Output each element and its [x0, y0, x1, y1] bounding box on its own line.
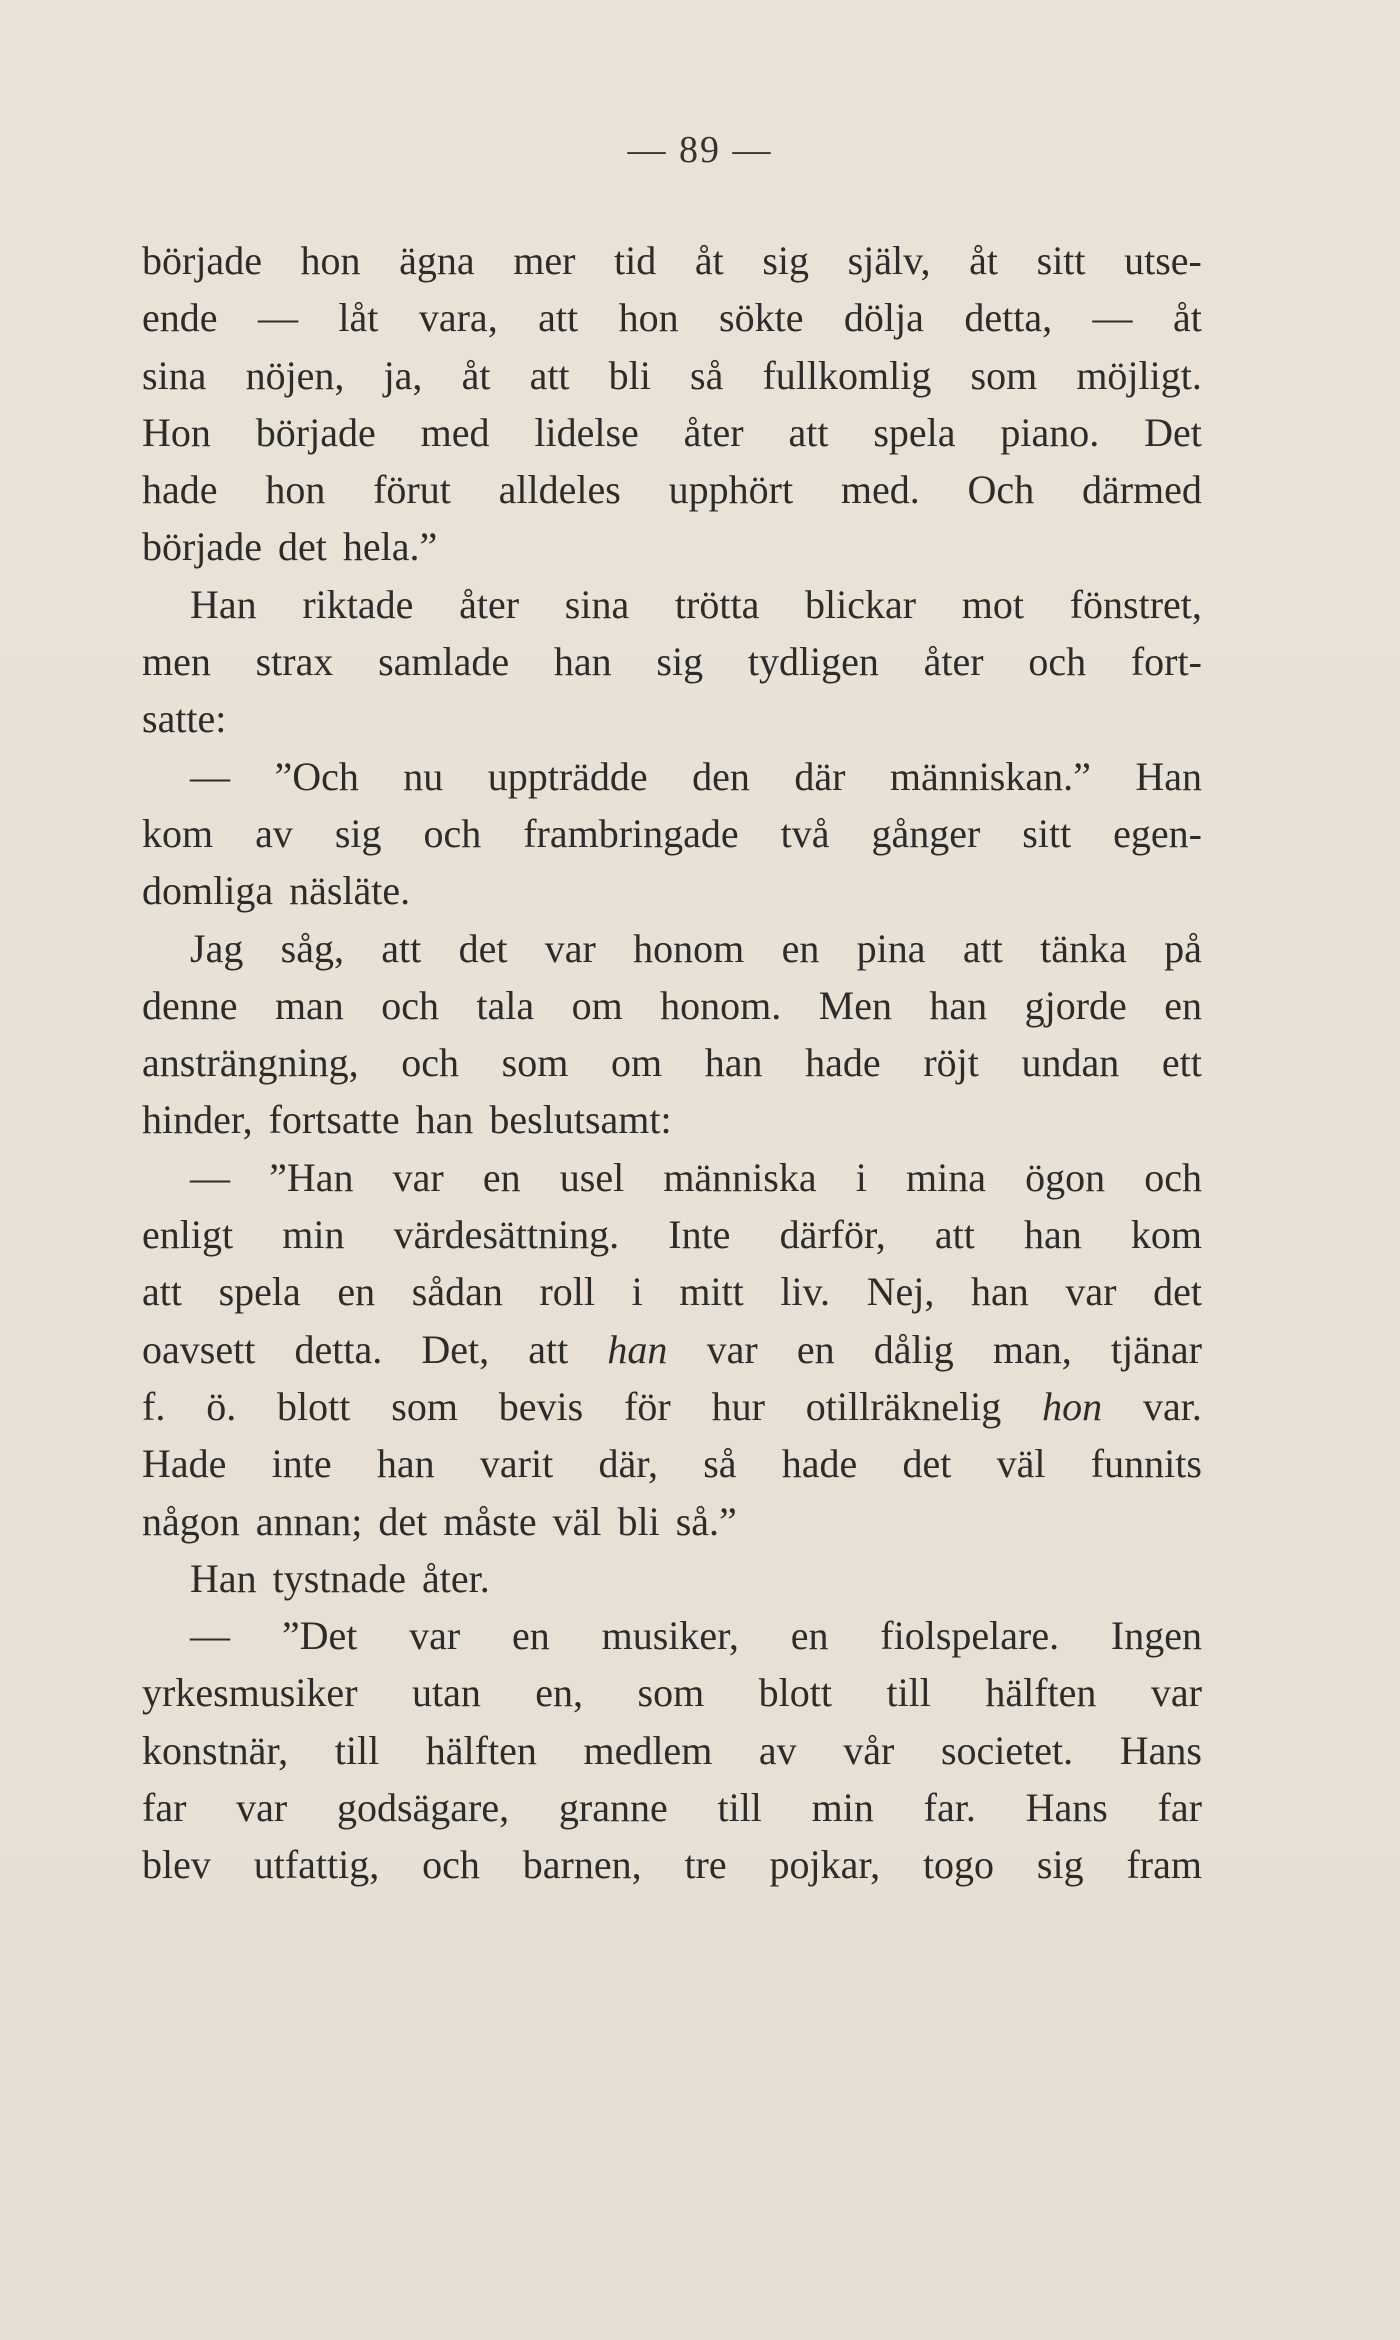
word: var. — [1143, 1383, 1202, 1429]
word: Det, — [421, 1326, 490, 1372]
word: som — [501, 1040, 569, 1086]
word: att — [529, 352, 570, 398]
word: usel — [559, 1154, 625, 1200]
word: detta, — [964, 295, 1053, 341]
word: min — [811, 1785, 874, 1831]
word: till — [886, 1670, 931, 1716]
word: sitt — [1036, 238, 1086, 283]
word: i — [631, 1269, 643, 1315]
word: sig — [1036, 1842, 1084, 1888]
word: satte: — [142, 696, 227, 742]
word: åt — [1173, 295, 1202, 341]
word: som — [637, 1670, 705, 1716]
word: en — [781, 925, 820, 971]
word: medlem — [583, 1727, 713, 1773]
text-line — [142, 404, 1202, 461]
word: trötta — [674, 581, 760, 627]
word: samlade — [378, 639, 510, 685]
word: tjänar — [1110, 1326, 1202, 1372]
word: en — [337, 1269, 376, 1315]
word: människa — [663, 1154, 817, 1200]
word: Han — [190, 1555, 257, 1601]
word: hälften — [985, 1670, 1097, 1716]
word: detta. — [294, 1326, 383, 1372]
word: fönstret, — [1069, 581, 1202, 627]
word: han — [376, 1441, 435, 1487]
word: väl — [996, 1441, 1046, 1487]
word: åter — [459, 581, 520, 627]
word: hon — [1042, 1383, 1103, 1429]
word: tid — [614, 238, 657, 283]
word: en — [790, 1613, 829, 1659]
word: att — [538, 295, 579, 341]
word: sig — [762, 238, 810, 283]
word: uppträdde — [487, 753, 648, 799]
word: gånger — [871, 810, 981, 856]
word: åt — [694, 238, 724, 283]
word: upphört — [668, 467, 794, 513]
word: musiker, — [601, 1613, 739, 1659]
text-line — [142, 748, 1202, 805]
word: man, — [992, 1326, 1072, 1372]
word: oavsett — [142, 1326, 256, 1372]
word: sitt — [1022, 810, 1072, 856]
text-line — [142, 1836, 1202, 1893]
word: hon — [265, 467, 326, 513]
word: dölja — [843, 295, 924, 341]
word: nu — [403, 753, 444, 799]
word: far — [142, 1785, 187, 1831]
word: möjligt. — [1076, 352, 1202, 398]
word: det — [261, 524, 327, 570]
word: dålig — [873, 1326, 954, 1372]
word: hade — [805, 1040, 881, 1086]
word: pina — [856, 925, 926, 971]
word: och — [1028, 639, 1087, 685]
word: ”Det — [281, 1613, 358, 1659]
word: med. — [840, 467, 920, 513]
word: mitt — [679, 1269, 744, 1315]
word: Ingen — [1110, 1613, 1202, 1659]
word: tydligen — [747, 639, 879, 685]
text-line — [142, 347, 1202, 404]
word: hade — [142, 467, 218, 513]
word: fram — [1126, 1842, 1202, 1888]
word: far — [1157, 1785, 1202, 1831]
word: låt — [338, 295, 379, 341]
word: och — [422, 1842, 480, 1888]
word: för — [624, 1383, 671, 1429]
word: och — [1144, 1154, 1202, 1200]
word: Hans — [1025, 1785, 1108, 1831]
word: att — [142, 1269, 182, 1315]
word: en — [512, 1613, 550, 1659]
word: sådan — [411, 1269, 503, 1315]
word: Det — [1144, 409, 1202, 455]
word: honom — [633, 925, 745, 971]
word: roll — [539, 1269, 595, 1315]
word: Hade — [142, 1441, 227, 1487]
word: fortsatte — [252, 1097, 400, 1143]
word: bli — [601, 1498, 660, 1544]
word: själv, — [847, 238, 931, 283]
text-line — [142, 289, 1202, 346]
word: hinder, — [142, 1097, 253, 1143]
word: såg, — [280, 925, 344, 971]
word: hade — [781, 1441, 858, 1487]
word: ansträngning, — [142, 1040, 359, 1086]
word: gjorde — [1024, 982, 1127, 1028]
word: började — [142, 238, 262, 283]
word: nöjen, — [245, 352, 345, 398]
word: utse- — [1124, 238, 1202, 283]
text-line — [142, 1722, 1202, 1779]
word: godsägare, — [336, 1785, 510, 1831]
word: var — [1065, 1269, 1117, 1315]
word: därmed — [1081, 467, 1202, 513]
text-line — [142, 862, 1202, 919]
word: togo — [922, 1842, 995, 1888]
word: att — [381, 925, 422, 971]
word: att — [788, 409, 829, 455]
word: hur — [711, 1383, 765, 1429]
word: han — [399, 1097, 474, 1143]
text-line — [142, 1779, 1202, 1836]
word: så — [690, 352, 724, 398]
word: blev — [142, 1842, 211, 1888]
word: där — [794, 753, 846, 799]
word: fort- — [1130, 639, 1202, 685]
word: någon — [142, 1498, 240, 1544]
word: man — [274, 982, 344, 1028]
word: hon — [618, 295, 679, 341]
word: han — [1023, 1212, 1082, 1258]
word: och — [401, 1040, 460, 1086]
word: det — [362, 1498, 428, 1544]
text-line — [142, 1091, 1202, 1148]
word: det — [902, 1441, 952, 1487]
word: var — [409, 1613, 461, 1659]
text-line — [142, 633, 1202, 690]
word: utfattig, — [253, 1842, 380, 1888]
word: blott — [758, 1670, 832, 1716]
word: Inte — [668, 1212, 731, 1258]
word: människan.” — [889, 753, 1091, 799]
word: en — [796, 1326, 835, 1372]
word: annan; — [239, 1498, 363, 1544]
text-line — [142, 1321, 1202, 1378]
word: ja, — [383, 352, 423, 398]
word: otillräknelig — [805, 1383, 1002, 1429]
word: — — [257, 295, 298, 341]
text-line — [142, 977, 1202, 1034]
word: mot — [961, 581, 1025, 627]
word: det — [1153, 1269, 1202, 1315]
text-line — [142, 576, 1202, 633]
word: åter. — [405, 1555, 490, 1601]
word: honom. — [660, 982, 782, 1028]
word: sig — [334, 810, 382, 856]
text-line — [142, 1149, 1202, 1206]
word: egen- — [1113, 810, 1202, 856]
word: var — [544, 925, 596, 971]
word: måste — [427, 1498, 537, 1544]
word: började — [142, 524, 262, 570]
word: varit — [479, 1441, 554, 1487]
text-line — [142, 1206, 1202, 1263]
word: började — [255, 409, 376, 455]
word: i — [855, 1154, 867, 1200]
word: domliga — [142, 868, 274, 914]
word: kom — [1130, 1212, 1202, 1258]
word: tala — [476, 982, 535, 1028]
word: väl — [536, 1498, 602, 1544]
text-line — [142, 1493, 1202, 1550]
word: med — [420, 409, 490, 455]
page-number: — 89 — — [627, 129, 773, 171]
word: blott — [277, 1383, 351, 1429]
word: societet. — [940, 1727, 1074, 1773]
text-line — [142, 518, 1202, 575]
word: att — [934, 1212, 975, 1258]
word: men — [142, 639, 211, 685]
text-line — [142, 805, 1202, 862]
text-line — [142, 690, 1202, 747]
word: sökte — [719, 295, 804, 341]
word: han — [607, 1326, 668, 1372]
word: mina — [906, 1154, 986, 1200]
word: av — [255, 810, 293, 856]
text-line — [142, 1263, 1202, 1320]
text-line — [142, 232, 1202, 289]
text-line — [142, 1550, 1202, 1607]
text-line — [142, 1664, 1202, 1721]
word: åt — [461, 352, 491, 398]
word: funnits — [1090, 1441, 1202, 1487]
text-line — [142, 1034, 1202, 1091]
word: spela — [218, 1269, 301, 1315]
word: vår — [843, 1727, 895, 1773]
word: pojkar, — [769, 1842, 881, 1888]
word: tystnade — [256, 1555, 406, 1601]
word: åter — [923, 639, 984, 685]
word: konstnär, — [142, 1727, 289, 1773]
word: han — [553, 639, 612, 685]
word: fullkomlig — [762, 352, 932, 398]
word: barnen, — [522, 1842, 642, 1888]
word: liv. — [780, 1269, 831, 1315]
word: var — [706, 1326, 758, 1372]
word: sina — [142, 352, 207, 398]
word: så.” — [659, 1498, 737, 1544]
word: han — [704, 1040, 763, 1086]
word: beslutsamt: — [473, 1097, 672, 1143]
word: denne — [142, 982, 238, 1028]
word: Hans — [1119, 1727, 1202, 1773]
word: det — [458, 925, 508, 971]
word: en — [482, 1154, 521, 1200]
word: vara, — [418, 295, 498, 341]
word: att — [528, 1326, 569, 1372]
word: han — [971, 1269, 1029, 1315]
word: var — [236, 1785, 288, 1831]
word: två — [780, 810, 830, 856]
word: om — [611, 1040, 663, 1086]
word: sig — [656, 639, 704, 685]
word: åter — [683, 409, 744, 455]
word: sina — [564, 581, 630, 627]
word: tre — [684, 1842, 727, 1888]
word: ögon — [1025, 1154, 1106, 1200]
word: ägna — [399, 238, 475, 283]
text-line — [142, 461, 1202, 518]
word: förut — [373, 467, 451, 513]
word: ”Han — [269, 1154, 354, 1200]
word: näsläte. — [273, 868, 411, 914]
word: Han — [1135, 753, 1202, 799]
word: strax — [255, 639, 334, 685]
word: yrkesmusiker — [142, 1670, 358, 1716]
word: röjt — [923, 1040, 979, 1086]
word: till — [717, 1785, 762, 1831]
word: ett — [1161, 1040, 1202, 1086]
word: av — [758, 1727, 797, 1773]
word: lidelse — [534, 409, 639, 455]
word: som — [391, 1383, 458, 1429]
word: inte — [271, 1441, 332, 1487]
word: värdesättning. — [393, 1212, 620, 1258]
word: han — [929, 982, 988, 1028]
word: om — [571, 982, 623, 1028]
word: riktade — [302, 581, 414, 627]
word: åt — [969, 238, 999, 283]
word: hela.” — [326, 524, 438, 570]
word: hälften — [425, 1727, 537, 1773]
word: och — [423, 810, 482, 856]
word: bevis — [498, 1383, 584, 1429]
word: som — [970, 352, 1038, 398]
word: undan — [1021, 1040, 1120, 1086]
word: blickar — [805, 581, 917, 627]
word: en — [1164, 982, 1202, 1028]
word: piano. — [1000, 409, 1100, 455]
word: kom — [142, 810, 214, 856]
text-line — [142, 1378, 1202, 1435]
word: — — [190, 753, 230, 799]
word: Hon — [142, 409, 211, 455]
word: mer — [513, 238, 576, 283]
word: att — [962, 925, 1003, 971]
word: tänka — [1040, 925, 1127, 971]
word: fiolspelare. — [880, 1613, 1060, 1659]
word: så — [703, 1441, 737, 1487]
word: ö. — [206, 1383, 237, 1429]
word: och — [381, 982, 439, 1028]
word: frambringade — [523, 810, 739, 856]
text-line — [142, 1607, 1202, 1664]
word: till — [334, 1727, 380, 1773]
word: var — [392, 1154, 444, 1200]
word: var — [1150, 1670, 1202, 1716]
word: där, — [598, 1441, 658, 1487]
word: bli — [608, 352, 651, 398]
text-line — [142, 1435, 1202, 1492]
text-line — [142, 920, 1202, 977]
word: ende — [142, 295, 218, 341]
word: — — [1092, 295, 1133, 341]
word: den — [692, 753, 750, 799]
word: spela — [873, 409, 956, 455]
word: Och — [967, 467, 1035, 513]
word: utan — [411, 1670, 481, 1716]
word: en, — [535, 1670, 584, 1716]
word: Han — [190, 581, 257, 627]
word: ”Och — [274, 753, 359, 799]
word: hon — [300, 238, 361, 283]
word: på — [1164, 925, 1202, 971]
word: Jag — [190, 925, 244, 971]
word: f. — [142, 1383, 166, 1429]
body-text — [142, 232, 1202, 1894]
word: enligt — [142, 1212, 234, 1258]
word: far. — [923, 1785, 976, 1831]
word: därför, — [779, 1212, 886, 1258]
word: Men — [818, 982, 892, 1028]
word: — — [190, 1154, 230, 1200]
word: alldeles — [498, 467, 621, 513]
word: min — [282, 1212, 345, 1258]
word: granne — [558, 1785, 668, 1831]
word: — — [190, 1613, 230, 1659]
word: Nej, — [866, 1269, 935, 1315]
